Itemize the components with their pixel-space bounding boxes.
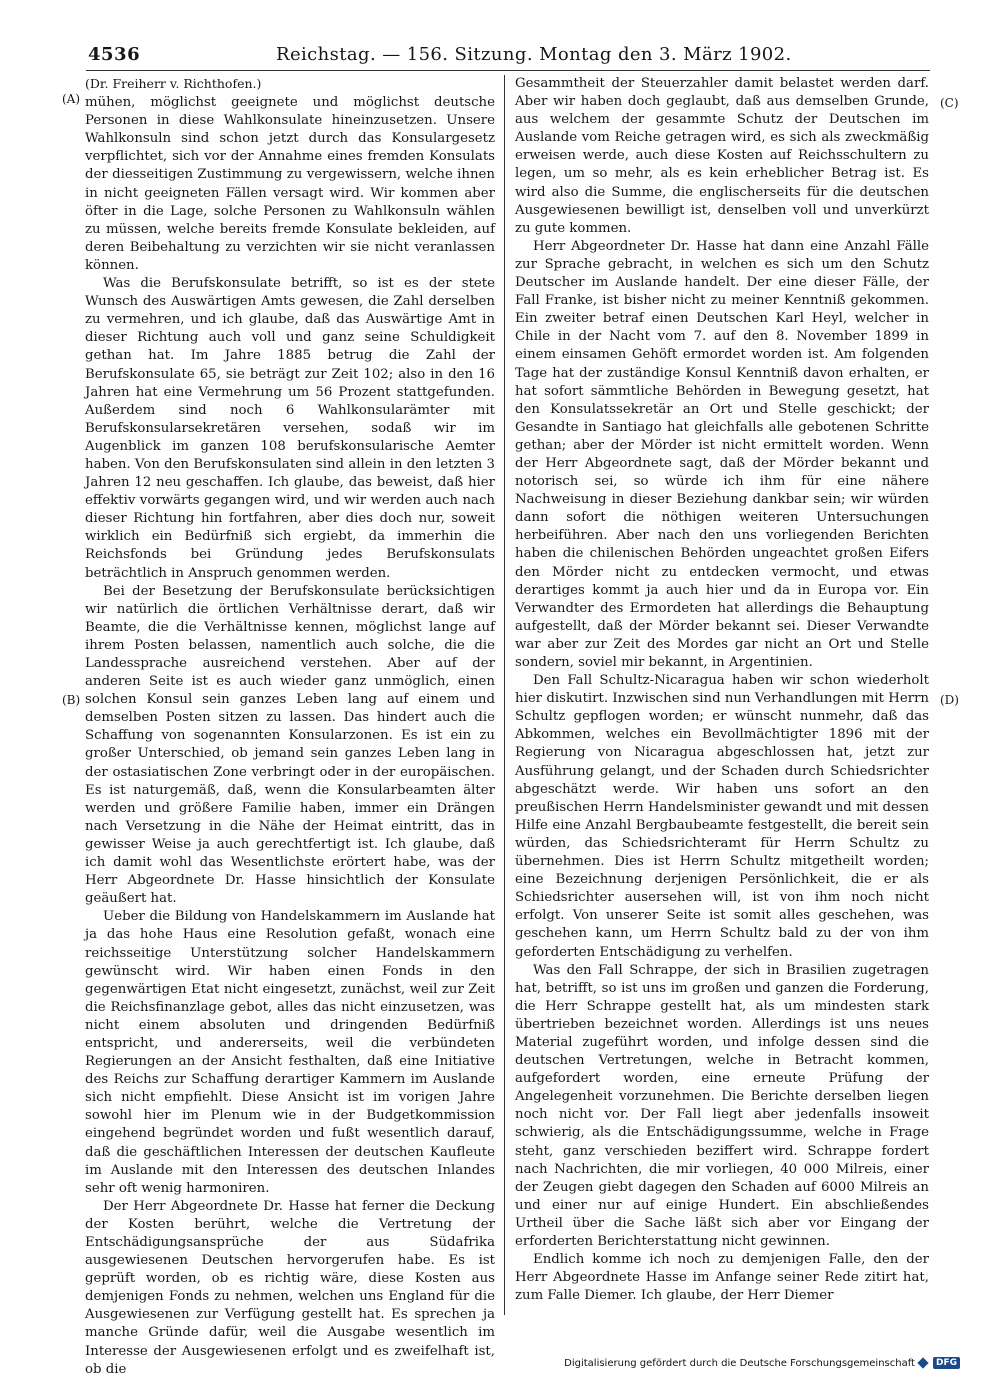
paragraph: Was die Berufskonsulate betrifft, so ist es der stete Wunsch des Auswärtigen Amts gewesen, die Zahl derselben zu vermehren, und ich glaube, daß das Auswärtige Amt in dieser Richtung auch voll und ganz seine Schuldigkeit gethan hat. Im Jahre 1885 betrug die Zahl der Berufskonsulate 65, sie beträgt zur Zeit 102; also in den 16 Jahren hat eine Vermehrung um 56 Prozent stattgefunden. Außerdem sind noch 6 Wahlkonsularämter mit Berufskonsularsekretären versehen, sodaß wir im Augenblick im ganzen 108 berufskonsularische Aemter haben. Von den Berufskonsulaten sind allein in den letzten 3 Jahren 12 neu geschaffen. Ich glaube, das beweist, daß hier effektiv vorwärts gegangen wird, und wir werden auch nach dieser Richtung hin fortfahren, aber dies doch nur, soweit wirklich ein Bedürfniß sich ergiebt, da immerhin die Reichsfonds bei Gründung jedes Berufskonsulats beträchtlich in Anspruch genommen werden. (85, 276, 495, 581)
header-rule (86, 70, 930, 71)
speaker-label: (Dr. Freiherr v. Richthofen.) (85, 76, 262, 91)
paragraph: mühen, möglichst geeignete und möglichst deutsche Personen in diese Wahlkonsulate hineinzusetzen. Unsere Wahlkonsuln sind schon jetzt durch das Konsulargesetz verpflichtet, sich vor der Annahme eines fremden Konsulats der diesseitigen Zustimmung zu vergewissern, welche ihnen in nicht geeigneten Fällen versagt wird. Wir kommen aber öfter in die Lage, solche Personen zu Wahlkonsuln wählen zu müssen, welche bereits fremde Konsulate bekleiden, auf deren Beibehaltung zu verzichten wir sie nicht veranlassen können. (85, 95, 495, 273)
running-title: Reichstag. — 156. Sitzung. Montag den 3. März 1902. (276, 44, 792, 65)
paragraph: Der Herr Abgeordnete Dr. Hasse hat ferner die Deckung der Kosten berührt, welche die Vertretung der Entschädigungsansprüche der aus Südafrika ausgewiesenen Deutschen hervorgerufen habe. Es ist geprüft worden, ob es richtig wäre, diese Kosten aus demjenigen Fonds zu nehmen, welchen uns England für die Ausgewiesenen zur Verfügung gestellt hat. Es sprechen ja manche Gründe dafür, weil die Ausgabe wesentlich im Interesse der Ausgewiesenen erfolgt und es zweifelhaft ist, ob die (85, 1198, 495, 1377)
right-column (515, 75, 929, 1305)
left-column (85, 75, 495, 1379)
dfg-diamond-icon (917, 1357, 928, 1368)
margin-marker-a: (A) (62, 92, 81, 106)
paragraph: Den Fall Schultz-Nicaragua haben wir schon wiederholt hier diskutirt. Inzwischen sind nun Verhandlungen mit Herrn Schultz gepflogen worden; er wünscht nunmehr, daß das Abkommen, welches ein Bevollmächtigter 1896 mit der Regierung von Nicaragua abgeschlossen hat, jetzt zur Ausführung gelangt, und der Schaden durch Schiedsrichter abgeschätzt werde. Wir haben uns sofort an den preußischen Herrn Handelsminister gewandt und mit dessen Hilfe eine Anzahl Bergbaubeamte festgestellt, die bereit sein würden, das Schiedsrichteramt für Herrn Schultz zu übernehmen. Dies ist Herrn Schultz mitgetheilt worden; eine Bezeichnung derjenigen Persönlichkeit, die er als Schiedsrichter ausersehen will, ist von ihm noch nicht erfolgt. Von unserer Seite ist somit alles geschehen, was geschehen kann, um Herrn Schultz bald zu der von ihm geforderten Entschädigung zu verhelfen. (515, 673, 929, 960)
margin-marker-c: (C) (940, 96, 959, 110)
paragraph: Gesammtheit der Steuerzahler damit belastet werden darf. Aber wir haben doch geglaubt, daß aus demselben Grunde, aus welchem der gesammte Schutz der Deutschen im Auslande vom Reiche getragen wird, es sich als zweckmäßig erweisen werde, auch diese Kosten auf Reichsschultern zu legen, um so mehr, als es kein erheblicher Betrag ist. Es wird also die Summe, die englischerseits für die deutschen Ausgewiesenen bewilligt ist, denselben voll und unverkürzt zu gute kommen. (515, 76, 929, 236)
dfg-logo: DFG (933, 1357, 960, 1369)
digitization-credit (564, 1357, 960, 1369)
column-divider (504, 75, 505, 1315)
paragraph: Herr Abgeordneter Dr. Hasse hat dann eine Anzahl Fälle zur Sprache gebracht, in welchen es sich um den Schutz Deutscher im Auslande handelt. Der eine dieser Fälle, der Fall Franke, ist bisher nicht zu meiner Kenntniß gekommen. Ein zweiter betraf einen Deutschen Karl Heyl, welcher in Chile in der Nacht vom 7. auf den 8. November 1899 in einem einsamen Gehöft ermordet worden ist. Am folgenden Tage hat der zuständige Konsul Kenntniß davon erhalten, er hat sofort sämmtliche Behörden in Bewegung gesetzt, hat den Konsulatssekretär an Ort und Stelle geschickt; der Gesandte in Santiago hat gleichfalls alle gebotenen Schritte gethan; aber der Mörder ist nicht ermittelt worden. Wenn der Herr Abgeordnete sagt, daß der Mörder bekannt und notorisch sei, so würde ich ihm für eine nähere Nachweisung in dieser Beziehung dankbar sein; wir würden dann sofort die nöthigen weiteren Untersuchungen herbeiführen. Aber nach den uns vorliegenden Berichten haben die chilenischen Behörden ungeachtet großen Eifers den Mörder nicht zu entdecken vermocht, und etwas derartiges kommt ja auch hier und da in Europa vor. Ein Verwandter des Ermordeten hat allerdings die Behauptung aufgestellt, daß der Mörder bekannt sei. Dieser Verwandte war aber zur Zeit des Mordes gar nicht an Ort und Stelle sondern, soviel mir bekannt, in Argentinien. (515, 238, 929, 670)
paragraph: Endlich komme ich noch zu demjenigen Falle, den der Herr Abgeordnete Hasse im Anfange seiner Rede zitirt hat, zum Falle Diemer. Ich glaube, der Herr Diemer (515, 1252, 929, 1304)
paragraph: Ueber die Bildung von Handelskammern im Auslande hat ja das hohe Haus eine Resolution gefaßt, wonach eine reichsseitige Unterstützung solcher Handelskammern gewünscht wird. Wir haben einen Fonds in den gegenwärtigen Etat nicht eingesetzt, zunächst, weil zur Zeit die Reichsfinanzlage gebot, alles das nicht einzusetzen, was nicht einem absoluten und dringenden Bedürfniß entspricht, und andererseits, weil die verbündeten Regierungen an der Ansicht festhalten, daß eine Initiative des Reichs zur Schaffung derartiger Kammern im Auslande sich nicht empfiehlt. Diese Ansicht ist im vorigen Jahre sowohl hier im Plenum wie in der Budgetkommission eingehend begründet worden und fußt wesentlich darauf, daß die geschäftlichen Interessen der deutschen Kaufleute im Auslande mit den Interessen des deutschen Inlandes sehr oft wenig harmoniren. (85, 909, 495, 1196)
page-number: 4536 (88, 44, 141, 65)
margin-marker-d: (D) (940, 693, 959, 707)
margin-marker-b: (B) (62, 693, 81, 707)
paragraph: Bei der Besetzung der Berufskonsulate berücksichtigen wir natürlich die örtlichen Verhältnisse derart, daß wir Beamte, die die Verhältnisse kennen, möglichst lange auf ihrem Posten belassen, namentlich auch solche, die die Landessprache ausreichend verstehen. Aber auf der anderen Seite ist es auch wieder ganz unmöglich, einen solchen Konsul sein ganzes Leben lang auf einem und demselben Posten sitzen zu lassen. Das hindert auch die Schaffung von sogenannten Konsularzonen. Es ist ein zu großer Unterschied, ob jemand sein ganzes Leben lang in der ostasiatischen Zone verbringt oder in der europäischen. Es ist naturgemäß, daß, wenn die Konsularbeamten älter werden und größere Familie haben, immer ein Drängen nach Versetzung in die Nähe der Heimat eintritt, das in gewisser Weise ja auch gerechtfertigt ist. Ich glaube, daß ich damit wohl das Wesentlichste erörtert habe, was der Herr Abgeordnete Dr. Hasse hinsichtlich der Konsulate geäußert hat. (85, 583, 495, 907)
page-header (88, 44, 928, 72)
credit-text: Digitalisierung gefördert durch die Deutsche Forschungsgemeinschaft (564, 1357, 915, 1369)
paragraph: Was den Fall Schrappe, der sich in Brasilien zugetragen hat, betrifft, so ist uns im großen und ganzen die Forderung, die Herr Schrappe gestellt hat, als um mindesten stark übertrieben bezeichnet worden. Allerdings ist uns neues Material zugeführt worden, und infolge dessen sind die deutschen Vertretungen, welche in Betracht kommen, aufgefordert worden, eine erneute Prüfung der Angelegenheit vorzunehmen. Die Berichte derselben liegen noch nicht vor. Der Fall liegt aber jedenfalls insoweit schwierig, als die Entschädigungssumme, welche in Frage steht, ganz verschieden beziffert wird. Schrappe fordert nach Nachrichten, die mir vorliegen, 40 000 Milreis, einer der Zeugen giebt dagegen den Schaden auf 6000 Milreis an und einer nur auf einige Hundert. Ein abschließendes Urtheil über die Sache läßt sich aber vor Eingang der erforderten Berichterstattung nicht gewinnen. (515, 962, 929, 1249)
